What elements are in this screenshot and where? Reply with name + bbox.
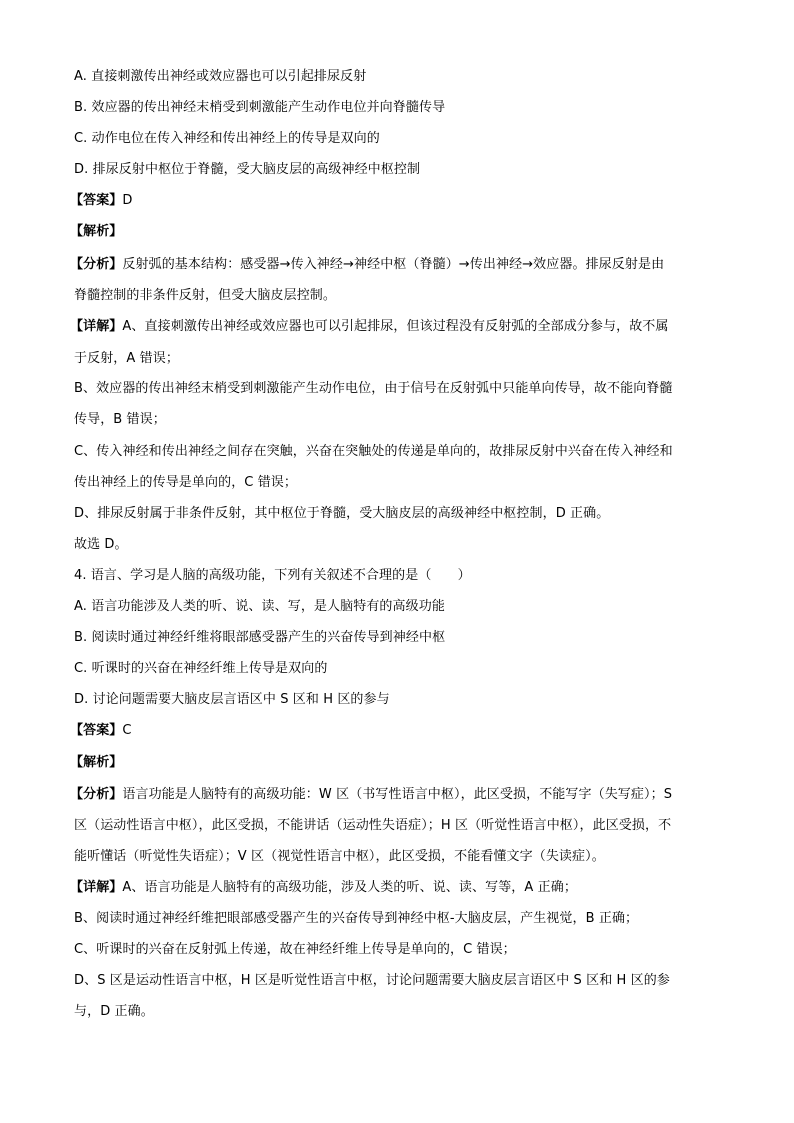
q3-xiangjie-text-1: A、直接刺激传出神经或效应器也可以引起排尿，但该过程没有反射弧的全部成分参与，故不属 [122, 319, 669, 334]
q4-analysis-heading [70, 754, 720, 771]
q3-analysis-heading [70, 223, 720, 240]
q3-analysis-tag: 【解析】 [70, 224, 123, 239]
q4-fenxi-line-2: 区（运动性语言中枢），此区受损，不能讲话（运动性失语症）；H 区（听觉性语言中枢），此区受损，不 [74, 818, 672, 833]
q4-fenxi-text-1: 语言功能是人脑特有的高级功能：W 区（书写性语言中枢），此区受损，不能写字（失写症）；S [122, 787, 673, 802]
q4-fenxi-line-1 [70, 786, 720, 803]
q4-answer-tag: 【答案】 [70, 723, 123, 738]
q4-option-d: D. 讨论问题需要大脑皮层言语区中 S 区和 H 区的参与 [74, 692, 390, 707]
q3-answer-line [70, 192, 720, 209]
q4-option-c: C. 听课时的兴奋在神经纤维上传导是双向的 [74, 661, 328, 676]
q3-xiangjie-line-8: 故选 D。 [74, 537, 128, 552]
q4-option-b: B. 阅读时通过神经纤维将眼部感受器产生的兴奋传导到神经中枢 [74, 630, 446, 645]
q4-answer-line [70, 722, 720, 739]
q4-answer-value: C [122, 723, 132, 738]
q3-answer-value: D [122, 193, 133, 208]
q3-xiangjie-line-7: D、排尿反射属于非条件反射，其中枢位于脊髓，受大脑皮层的高级神经中枢控制，D 正确。 [74, 506, 610, 521]
q3-xiangjie-line-5: C、传入神经和传出神经之间存在突触，兴奋在突触处的传递是单向的，故排尿反射中兴奋在传入神经和 [74, 444, 673, 459]
q4-xiangjie-line-4: D、S 区是运动性语言中枢，H 区是听觉性语言中枢，讨论问题需要大脑皮层言语区中 S 区和 H 区的参 [74, 973, 670, 988]
q3-fenxi-text-1: 反射弧的基本结构：感受器→传入神经→神经中枢（脊髓）→传出神经→效应器。排尿反射是由 [122, 257, 665, 272]
q3-fenxi-line-1 [70, 256, 720, 273]
q4-xiangjie-tag: 【详解】 [70, 880, 123, 895]
q4-xiangjie-line-5: 与，D 正确。 [74, 1004, 154, 1019]
q4-xiangjie-line-3: C、听课时的兴奋在反射弧上传递，故在神经纤维上传导是单向的，C 错误； [74, 942, 516, 957]
q4-fenxi-tag: 【分析】 [70, 787, 123, 802]
q3-xiangjie-tag: 【详解】 [70, 319, 123, 334]
q4-xiangjie-line-2: B、阅读时通过神经纤维把眼部感受器产生的兴奋传导到神经中枢-大脑皮层，产生视觉，B 正确； [74, 911, 639, 926]
q3-xiangjie-line-1 [70, 318, 720, 335]
q3-option-d: D. 排尿反射中枢位于脊髓，受大脑皮层的高级神经中枢控制 [74, 162, 421, 177]
q3-option-c: C. 动作电位在传入神经和传出神经上的传导是双向的 [74, 131, 380, 146]
q4-fenxi-line-3: 能听懂话（听觉性失语症）；V 区（视觉性语言中枢），此区受损，不能看懂文字（失读症）。 [74, 849, 605, 864]
q4-option-a: A. 语言功能涉及人类的听、说、读、写，是人脑特有的高级功能 [74, 599, 445, 614]
q4-stem: 4. 语言、学习是人脑的高级功能，下列有关叙述不合理的是（ ） [74, 568, 471, 583]
q3-xiangjie-line-3: B、效应器的传出神经末梢受到刺激能产生动作电位，由于信号在反射弧中只能单向传导，故不能向脊髓 [74, 381, 673, 396]
q3-option-a: A. 直接刺激传出神经或效应器也可以引起排尿反射 [74, 69, 367, 84]
q3-fenxi-tag: 【分析】 [70, 257, 123, 272]
q3-answer-tag: 【答案】 [70, 193, 123, 208]
q3-xiangjie-line-4: 传导，B 错误； [74, 412, 166, 427]
q3-fenxi-line-2: 脊髓控制的非条件反射，但受大脑皮层控制。 [74, 288, 337, 303]
q3-option-b: B. 效应器的传出神经末梢受到刺激能产生动作电位并向脊髓传导 [74, 100, 446, 115]
q4-analysis-tag: 【解析】 [70, 755, 123, 770]
q4-xiangjie-line-1 [70, 879, 720, 896]
q4-xiangjie-text-1: A、语言功能是人脑特有的高级功能，涉及人类的听、说、读、写等，A 正确； [122, 880, 577, 895]
q3-xiangjie-line-6: 传出神经上的传导是单向的，C 错误； [74, 475, 298, 490]
q3-xiangjie-line-2: 于反射，A 错误； [74, 351, 179, 366]
